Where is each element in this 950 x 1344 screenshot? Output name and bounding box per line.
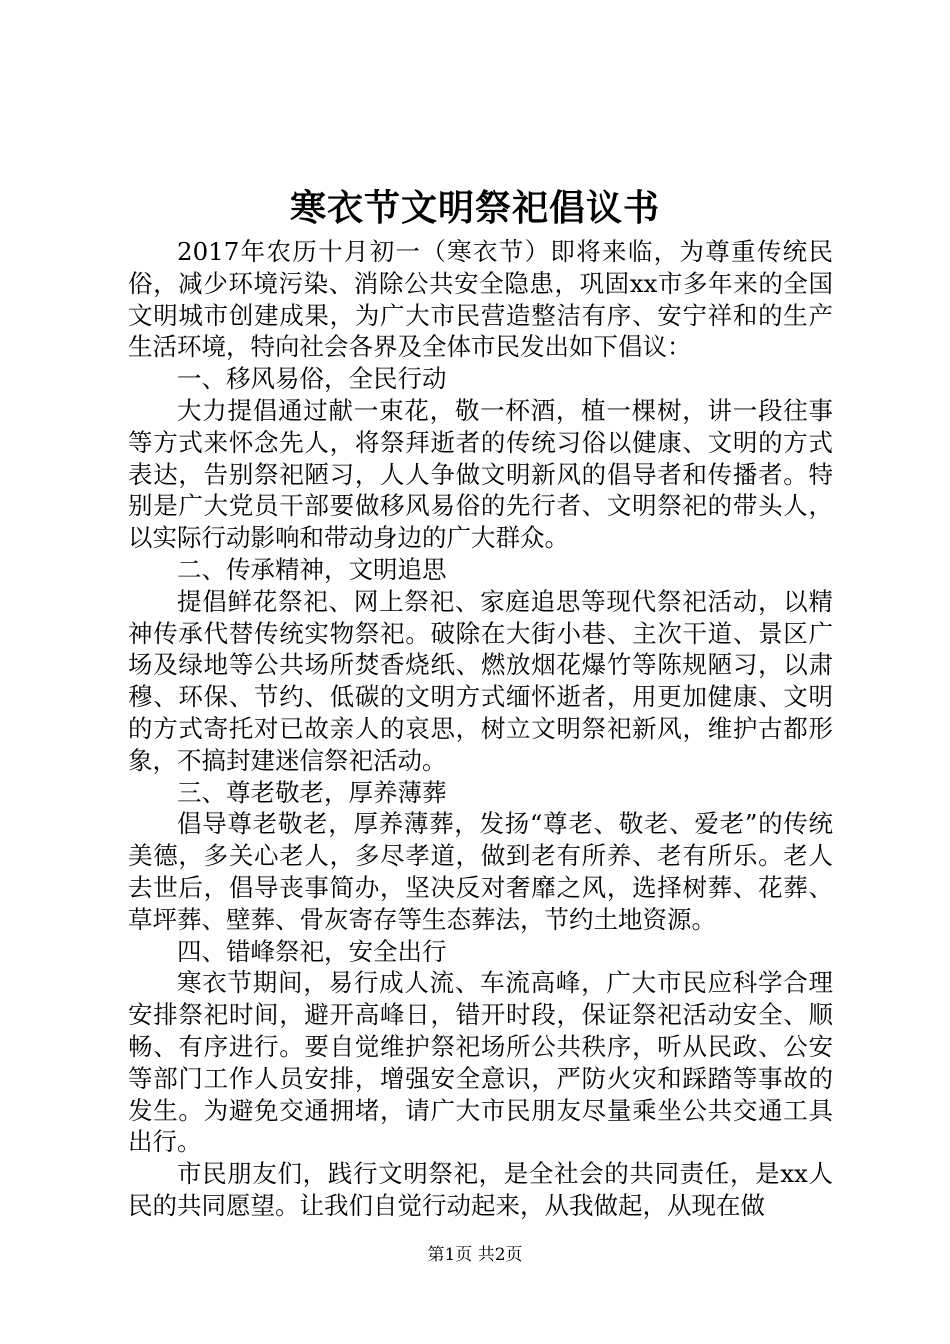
section-paragraph-3: 倡导尊老敬老，厚养薄葬，发扬“尊老、敬老、爱老”的传统美德，多关心老人，多尽孝道，做到老有所养、老有所乐。老人去世后，倡导丧事简办，坚决反对奢靡之风，选择树葬、花葬、草坪葬、壁葬、骨灰寄存等生态葬法，节约土地资源。 [128, 809, 833, 934]
page-footer: 第1页 共2页 [427, 1245, 523, 1265]
section-heading-1: 一、移风易俗，全民行动 [177, 364, 447, 394]
section-heading-2: 二、传承精神，文明追思 [177, 554, 447, 584]
document-title: 寒衣节文明祭祀倡议书 [289, 187, 660, 229]
section-heading-4: 四、错峰祭祀，安全出行 [177, 936, 447, 966]
section-paragraph-2: 提倡鲜花祭祀、网上祭祀、家庭追思等现代祭祀活动，以精神传承代替传统实物祭祀。破除在大街小巷、主次干道、景区广场及绿地等公共场所焚香烧纸、燃放烟花爆竹等陈规陋习，以肃穆、环保、节约、低碳的文明方式缅怀逝者，用更加健康、文明的方式寄托对已故亲人的哀思，树立文明祭祀新风，维护古都形象，不搞封建迷信祭祀活动。 [128, 586, 833, 775]
section-paragraph-1: 大力提倡通过献一束花，敬一杯酒，植一棵树，讲一段往事等方式来怀念先人，将祭拜逝者的传统习俗以健康、文明的方式表达，告别祭祀陋习，人人争做文明新风的倡导者和传播者。特别是广大党员干部要做移风易俗的先行者、文明祭祀的带头人，以实际行动影响和带动身边的广大群众。 [128, 395, 833, 553]
intro-paragraph: 2017年农历十月初一（寒衣节）即将来临，为尊重传统民俗，减少环境污染、消除公共安全隐患，巩固xx市多年来的全国文明城市创建成果，为广大市民营造整洁有序、安宁祥和的生产生活环境，特向社会各界及全体市民发出如下倡议： [128, 237, 833, 362]
document-body [128, 236, 833, 1222]
section-heading-3: 三、尊老敬老，厚养薄葬 [177, 777, 447, 807]
closing-paragraph: 市民朋友们，践行文明祭祀，是全社会的共同责任，是xx人民的共同愿望。让我们自觉行动起来，从我做起，从现在做 [128, 1159, 833, 1220]
section-paragraph-4: 寒衣节期间，易行成人流、车流高峰，广大市民应科学合理安排祭祀时间，避开高峰日，错开时段，保证祭祀活动安全、顺畅、有序进行。要自觉维护祭祀场所公共秩序，听从民政、公安等部门工作人员安排，增强安全意识，严防火灾和踩踏等事故的发生。为避免交通拥堵，请广大市民朋友尽量乘坐公共交通工具出行。 [128, 968, 833, 1157]
